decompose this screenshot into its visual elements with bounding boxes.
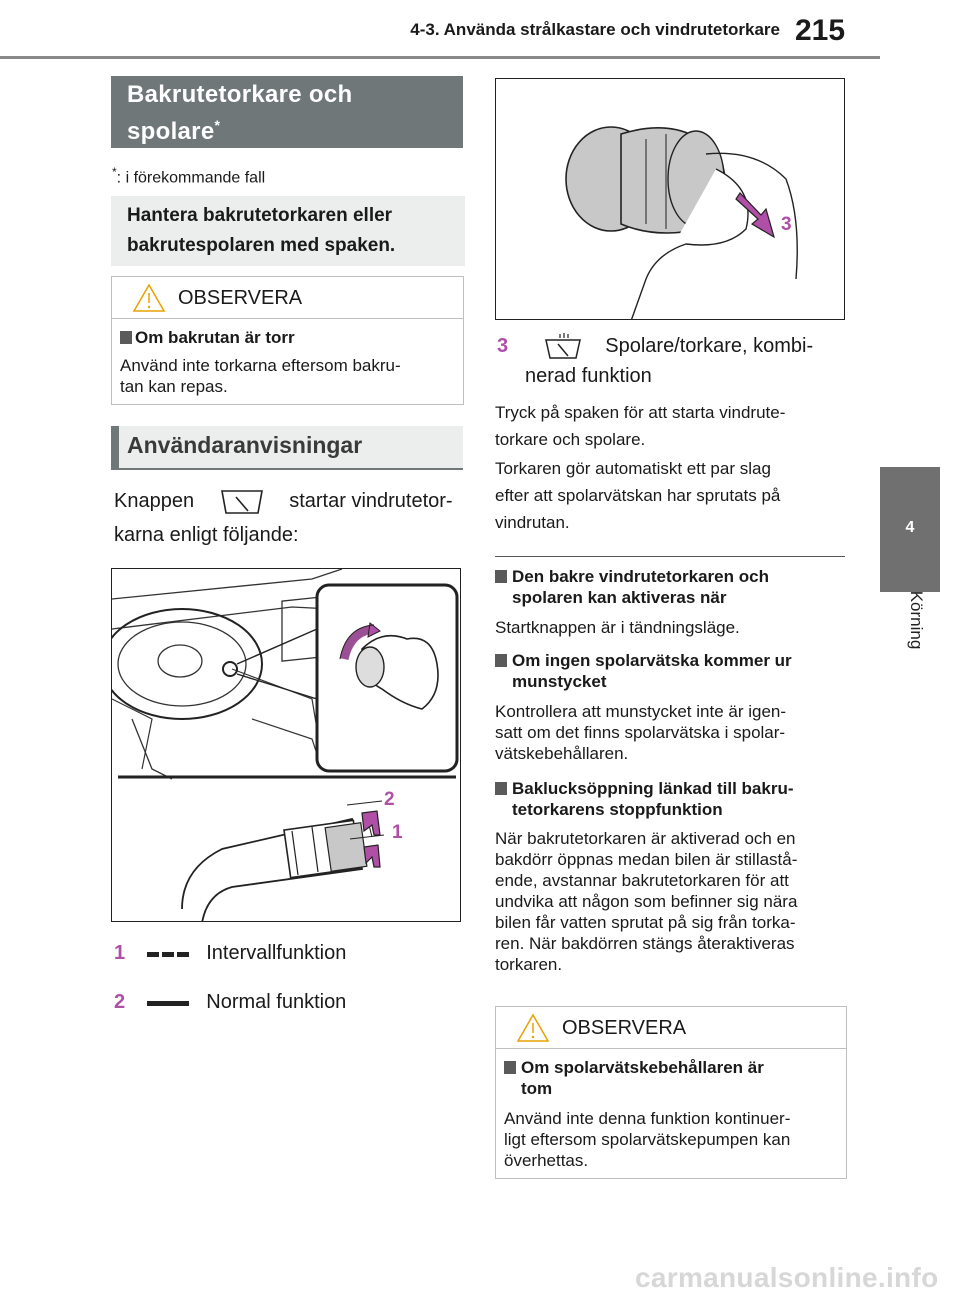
section-title-box xyxy=(111,76,463,148)
title-star: * xyxy=(214,117,221,133)
washer-wiper-icon xyxy=(542,332,584,362)
illus-label-1: 1 xyxy=(392,822,403,843)
warning-triangle-icon xyxy=(516,1013,550,1043)
caution-body-line1: Använd inte torkarna eftersom bakru- xyxy=(120,356,401,375)
note-3-body-line7: torkaren. xyxy=(495,955,563,974)
para-1-line1: Tryck på spaken för att starta vindrute- xyxy=(495,403,786,422)
para-2-line2: efter att spolarvätskan har sprutats på xyxy=(495,486,781,505)
para-1-line2: torkare och spolare. xyxy=(495,430,646,449)
para-2 xyxy=(495,455,780,536)
note-3-body-line1: När bakrutetorkaren är aktiverad och en xyxy=(495,829,796,848)
intro-line2: karna enligt följande: xyxy=(114,524,299,546)
rear-wiper-button-icon xyxy=(214,485,270,519)
note-1-heading-line2: spolaren kan aktiveras när xyxy=(512,588,727,607)
caution-2-heading-line2: tom xyxy=(521,1079,553,1098)
lever-push-illustration xyxy=(495,78,845,320)
normal-line-icon xyxy=(145,998,191,1008)
note-1-heading-line1: Den bakre vindrutetorkaren och xyxy=(495,566,845,587)
section-title-line1: Bakrutetorkare och xyxy=(127,81,353,108)
chapter-tab: 4 xyxy=(880,467,940,592)
item-2-text: Normal funktion xyxy=(206,991,347,1013)
section-title-line2: spolare* xyxy=(127,117,221,145)
para-2-line1: Torkaren gör automatiskt ett par slag xyxy=(495,459,771,478)
illus-label-2: 2 xyxy=(384,789,395,810)
caution-body-line2: tan kan repas. xyxy=(120,377,228,396)
item-2 xyxy=(114,985,346,1019)
note-2-heading-line1: Om ingen spolarvätska kommer ur xyxy=(495,650,845,671)
item-2-number: 2 xyxy=(114,991,126,1013)
lever-drawing xyxy=(112,569,461,922)
header-rule xyxy=(0,56,880,59)
note-3-body-line5: bilen får vatten sprutat på sig från torka- xyxy=(495,913,796,932)
running-header: 4-3. Använda strålkastare och vindrutetorkare xyxy=(410,20,780,39)
notes-separator xyxy=(495,556,845,557)
note-2-heading-line2: munstycket xyxy=(512,672,607,691)
note-3-body-line3: ende, avstannar bakrutetorkaren för att xyxy=(495,871,789,890)
summary-line2: bakrutespolaren med spaken. xyxy=(127,235,396,256)
intro-line1: Knappen startar vindrutetor- xyxy=(114,484,464,519)
caution-header xyxy=(112,277,463,319)
caution-label: OBSERVERA xyxy=(178,287,303,309)
note-3 xyxy=(495,778,855,975)
summary-line1: Hantera bakrutetorkaren eller xyxy=(127,205,393,226)
para-2-line3: vindrutan. xyxy=(495,513,570,532)
item-3: 3 Spolare/torkare, kombi- xyxy=(497,329,847,363)
watermark: carmanualsonline.info xyxy=(635,1262,939,1293)
item-1 xyxy=(114,936,346,970)
note-1-body: Startknappen är i tändningsläge. xyxy=(495,618,740,637)
caution-2-heading-line1: Om spolarvätskebehållaren är xyxy=(504,1057,834,1078)
note-3-heading-line1: Baklucksöppning länkad till bakru- xyxy=(495,778,855,799)
page-number: 215 xyxy=(795,14,846,47)
note-3-body-line6: ren. När bakdörren stängs återaktiveras xyxy=(495,934,795,953)
push-drawing xyxy=(496,79,845,320)
caution-2-header xyxy=(496,1007,846,1049)
item-1-text: Intervallfunktion xyxy=(206,942,347,964)
note-2 xyxy=(495,650,845,764)
note-2-body-line1: Kontrollera att munstycket inte är igen- xyxy=(495,702,787,721)
wiper-lever-illustration xyxy=(111,568,461,922)
usage-heading: Användaranvisningar xyxy=(127,432,363,458)
item-3-line2: nerad funktion xyxy=(525,365,652,387)
summary-box xyxy=(111,196,465,266)
usage-heading-box xyxy=(111,426,463,470)
note-3-heading-line2: tetorkarens stoppfunktion xyxy=(512,800,723,819)
caution-2-body-line1: Använd inte denna funktion kontinuer- xyxy=(504,1109,791,1128)
interval-dashes-icon xyxy=(145,949,191,959)
caution-heading: Om bakrutan är torr xyxy=(120,327,451,348)
para-1 xyxy=(495,399,785,453)
warning-triangle-icon xyxy=(132,283,166,313)
note-3-body-line4: undvika att någon som befinner sig nära xyxy=(495,892,798,911)
caution-box-1 xyxy=(111,276,464,405)
note-2-body-line3: vätskebehållaren. xyxy=(495,744,629,763)
note-3-body-line2: bakdörr öppnas medan bilen är stillastå- xyxy=(495,850,798,869)
item-3-number: 3 xyxy=(497,335,509,357)
footnote: *: i förekommande fall xyxy=(112,165,266,187)
caution-2-label: OBSERVERA xyxy=(562,1017,687,1039)
caution-2-body-line2: ligt eftersom spolarvätskepumpen kan xyxy=(504,1130,791,1149)
illus-label-3: 3 xyxy=(781,214,792,235)
caution-box-2 xyxy=(495,1006,847,1179)
note-1 xyxy=(495,566,845,638)
chapter-label xyxy=(906,560,926,680)
caution-2-body-line3: överhettas. xyxy=(504,1151,589,1170)
chapter-label-text: Körning xyxy=(907,590,926,650)
footnote-star: * xyxy=(112,165,117,179)
usage-heading-bar xyxy=(111,426,119,470)
note-2-body-line2: satt om det finns spolarvätska i spolar- xyxy=(495,723,786,742)
item-1-number: 1 xyxy=(114,942,126,964)
